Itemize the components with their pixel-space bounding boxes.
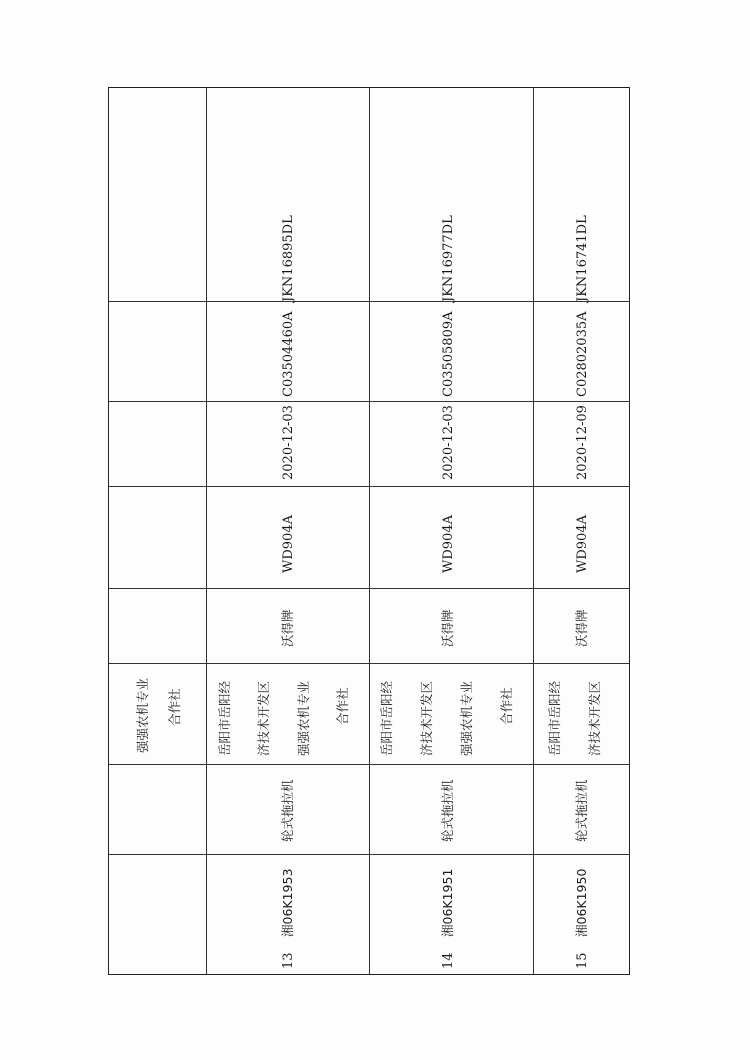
owner-cell-line: 岳阳市岳阳经 [547,680,562,756]
engine-number: C03505809A [441,311,456,397]
vehicle-registration-table [108,87,630,975]
model: WD904A [441,515,456,573]
engine-number: C02802035A [575,311,590,397]
machine-type: 轮式拖拉机 [440,779,455,842]
owner-cell-line: 强强农机专业 [296,680,311,756]
plate-number: 湘06K1951 [440,868,455,937]
row-index: 14 [441,952,456,969]
owner-cell-line: 济技术开发区 [587,680,602,756]
owner-cell-line: 合作社 [335,687,350,725]
engine-number: C03504460A [281,311,296,397]
row-index: 13 [281,952,296,969]
row-divider [369,88,370,974]
owner-cell-line: 岳阳市岳阳经 [217,680,232,756]
owner-cell-line: 强强农机专业 [135,677,150,753]
chassis-number: JKN16741DL [575,215,590,302]
row-divider [206,88,207,974]
owner-cell-line: 济技术开发区 [419,680,434,756]
owner-cell-line: 岳阳市岳阳经 [379,680,394,756]
owner-cell-line: 合作社 [499,687,514,725]
brand: 沃得牌 [574,609,589,647]
plate-number: 湘06K1953 [280,868,295,937]
registration-date: 2020-12-03 [281,405,296,480]
owner-cell-line: 合作社 [167,688,182,726]
owner-cell-line: 济技术开发区 [256,680,271,756]
registration-date: 2020-12-03 [441,405,456,480]
brand: 沃得牌 [280,609,295,647]
machine-type: 轮式拖拉机 [574,779,589,842]
machine-type: 轮式拖拉机 [280,779,295,842]
model: WD904A [575,515,590,573]
row-divider [533,88,534,974]
model: WD904A [281,515,296,573]
brand: 沃得牌 [440,609,455,647]
owner-cell-line: 强强农机专业 [459,680,474,756]
plate-number: 湘06K1950 [574,868,589,937]
chassis-number: JKN16895DL [281,215,296,302]
row-index: 15 [575,952,590,969]
registration-date: 2020-12-09 [575,405,590,480]
chassis-number: JKN16977DL [441,215,456,302]
